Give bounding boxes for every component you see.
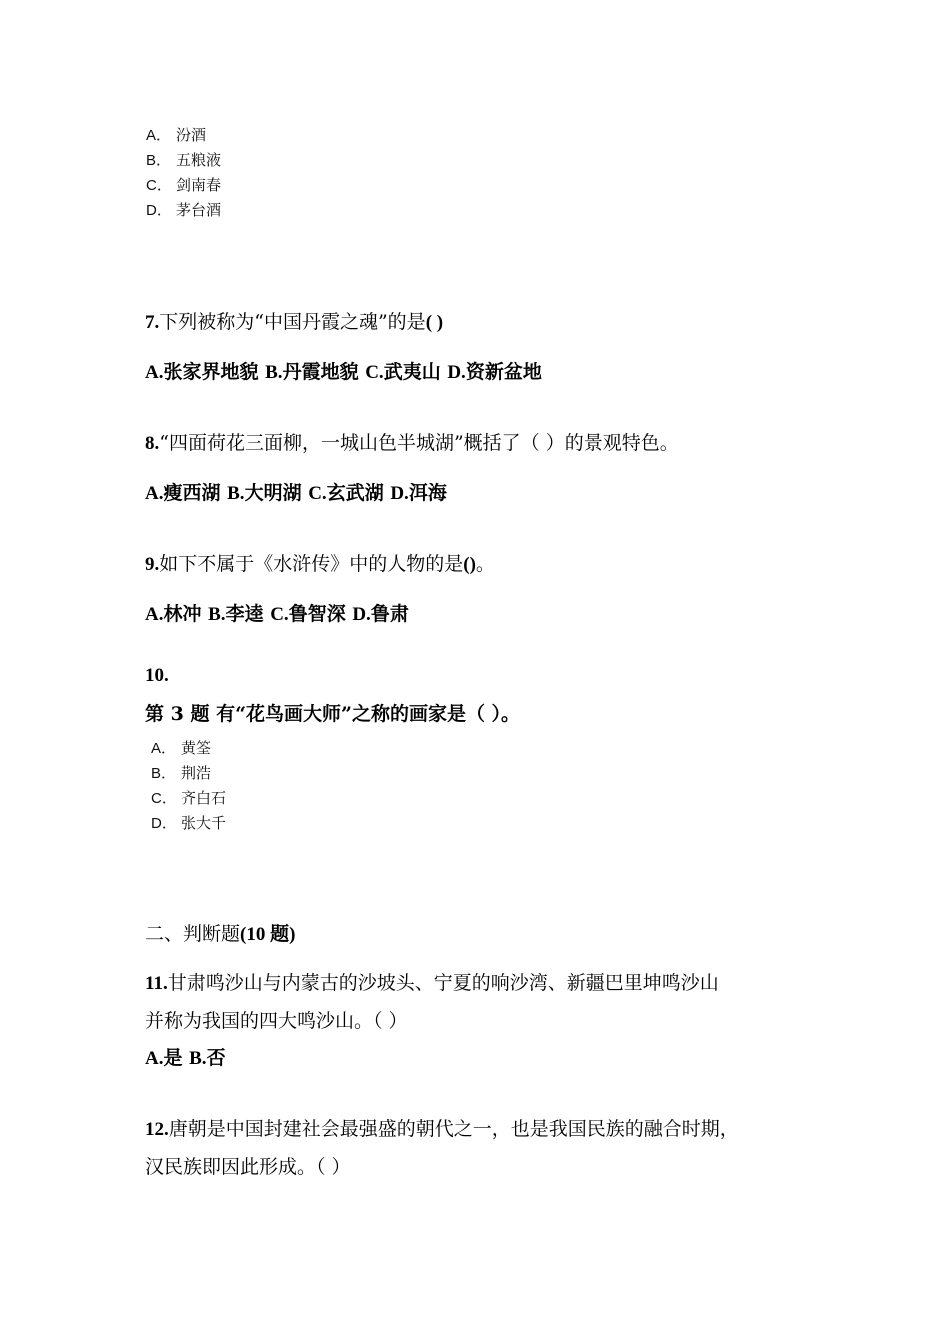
- q7-stem: [145, 307, 443, 338]
- option-letter: C．: [146, 177, 172, 194]
- q8-stem: [145, 428, 679, 459]
- option-letter: A．: [151, 740, 177, 757]
- question-number: 8.: [145, 433, 160, 454]
- question-number: 11.: [145, 973, 168, 994]
- answer-text: 鲁智深: [288, 603, 346, 625]
- option-letter: B．: [146, 152, 172, 169]
- heading-number: 3: [170, 703, 184, 725]
- option-text: 汾酒: [176, 126, 207, 144]
- option-text: 黄筌: [181, 739, 212, 757]
- answer-letter: B.: [265, 362, 283, 383]
- question-number: 10.: [145, 665, 169, 686]
- question-text: 甘肃鸣沙山与内蒙古的沙坡头、宁夏的响沙湾、新疆巴里坤鸣沙山: [167, 972, 719, 994]
- option-letter: D．: [151, 815, 177, 832]
- question-text: 汉民族即因此形成。（ ）: [145, 1156, 351, 1178]
- answer-text: 瘦西湖: [163, 482, 221, 504]
- answer-text: 资新盆地: [465, 361, 542, 383]
- section-title: 二、判断题: [145, 923, 241, 945]
- question-text: “四面荷花三面柳，一城山色半城湖”概括了（ ）的景观特色。: [159, 432, 679, 454]
- question-text: 并称为我国的四大鸣沙山。（ ）: [145, 1010, 408, 1032]
- q6-option-c: [146, 173, 221, 198]
- option-text: 荆浩: [181, 764, 212, 782]
- answer-text: 洱海: [408, 482, 447, 504]
- answer-letter: B.: [227, 483, 245, 504]
- answer-text: 丹霞地貌: [282, 361, 359, 383]
- q6-option-d: [146, 198, 221, 223]
- q10-heading: [145, 699, 520, 729]
- option-letter: D．: [146, 202, 172, 219]
- q10-number: [145, 660, 169, 691]
- answer-letter: C.: [270, 604, 289, 625]
- answer-letter: D.: [352, 604, 371, 625]
- answer-text: 鲁肃: [370, 603, 409, 625]
- q12-stem-line1: [145, 1114, 739, 1145]
- answer-text: 李逵: [225, 603, 264, 625]
- answer-letter: C.: [365, 362, 384, 383]
- answer-letter: C.: [308, 483, 327, 504]
- section-heading: [145, 919, 295, 950]
- q11-stem-line2: [145, 1006, 408, 1036]
- section-count: (10 题): [240, 924, 296, 945]
- q10-option-c: [151, 786, 226, 811]
- heading-text: 题 有“花鸟画大师”之称的画家是（ ）。: [183, 703, 521, 725]
- answer-text: 林冲: [163, 603, 202, 625]
- question-end: 。: [475, 553, 495, 575]
- answer-text: 张家界地貌: [163, 361, 259, 383]
- question-number: 7.: [145, 312, 160, 333]
- question-number: 9.: [145, 554, 160, 575]
- option-text: 茅台酒: [176, 201, 222, 219]
- answer-letter: A.: [145, 362, 164, 383]
- q12-stem-line2: [145, 1152, 351, 1182]
- q10-option-b: [151, 761, 226, 786]
- answer-text: 是: [163, 1047, 183, 1069]
- q9-answers: [145, 599, 409, 630]
- option-letter: B．: [151, 765, 177, 782]
- answer-letter: A.: [145, 1048, 164, 1069]
- question-text: 唐朝是中国封建社会最强盛的朝代之一，也是我国民族的融合时期，: [168, 1118, 739, 1140]
- q11-stem-line1: [145, 968, 719, 999]
- answer-letter: D.: [390, 483, 409, 504]
- q6-option-a: [146, 123, 221, 148]
- option-text: 齐白石: [181, 789, 227, 807]
- option-text: 剑南春: [176, 176, 222, 194]
- answer-text: 武夷山: [383, 361, 441, 383]
- q10-options: [151, 736, 226, 836]
- question-text: 如下不属于《水浒传》中的人物的是: [159, 553, 464, 575]
- q6-options: [146, 123, 221, 223]
- question-text: 下列被称为“中国丹霞之魂”的是: [159, 311, 426, 333]
- q10-option-d: [151, 811, 226, 836]
- answer-text: 否: [206, 1047, 226, 1069]
- q11-answers: [145, 1043, 226, 1074]
- q9-stem: [145, 549, 495, 580]
- question-number: 12.: [145, 1119, 169, 1140]
- answer-text: 大明湖: [244, 482, 302, 504]
- q7-answers: [145, 357, 542, 388]
- answer-letter: A.: [145, 483, 164, 504]
- answer-letter: B.: [208, 604, 226, 625]
- option-text: 五粮液: [176, 151, 222, 169]
- answer-letter: D.: [447, 362, 466, 383]
- answer-letter: A.: [145, 604, 164, 625]
- answer-text: 玄武湖: [326, 482, 384, 504]
- option-letter: A．: [146, 127, 172, 144]
- answer-paren: (): [463, 554, 476, 575]
- answer-letter: B.: [189, 1048, 207, 1069]
- answer-paren: ( ): [425, 312, 444, 333]
- q10-option-a: [151, 736, 226, 761]
- q8-answers: [145, 478, 447, 509]
- option-text: 张大千: [181, 814, 227, 832]
- option-letter: C．: [151, 790, 177, 807]
- q6-option-b: [146, 148, 221, 173]
- heading-prefix: 第: [145, 703, 171, 725]
